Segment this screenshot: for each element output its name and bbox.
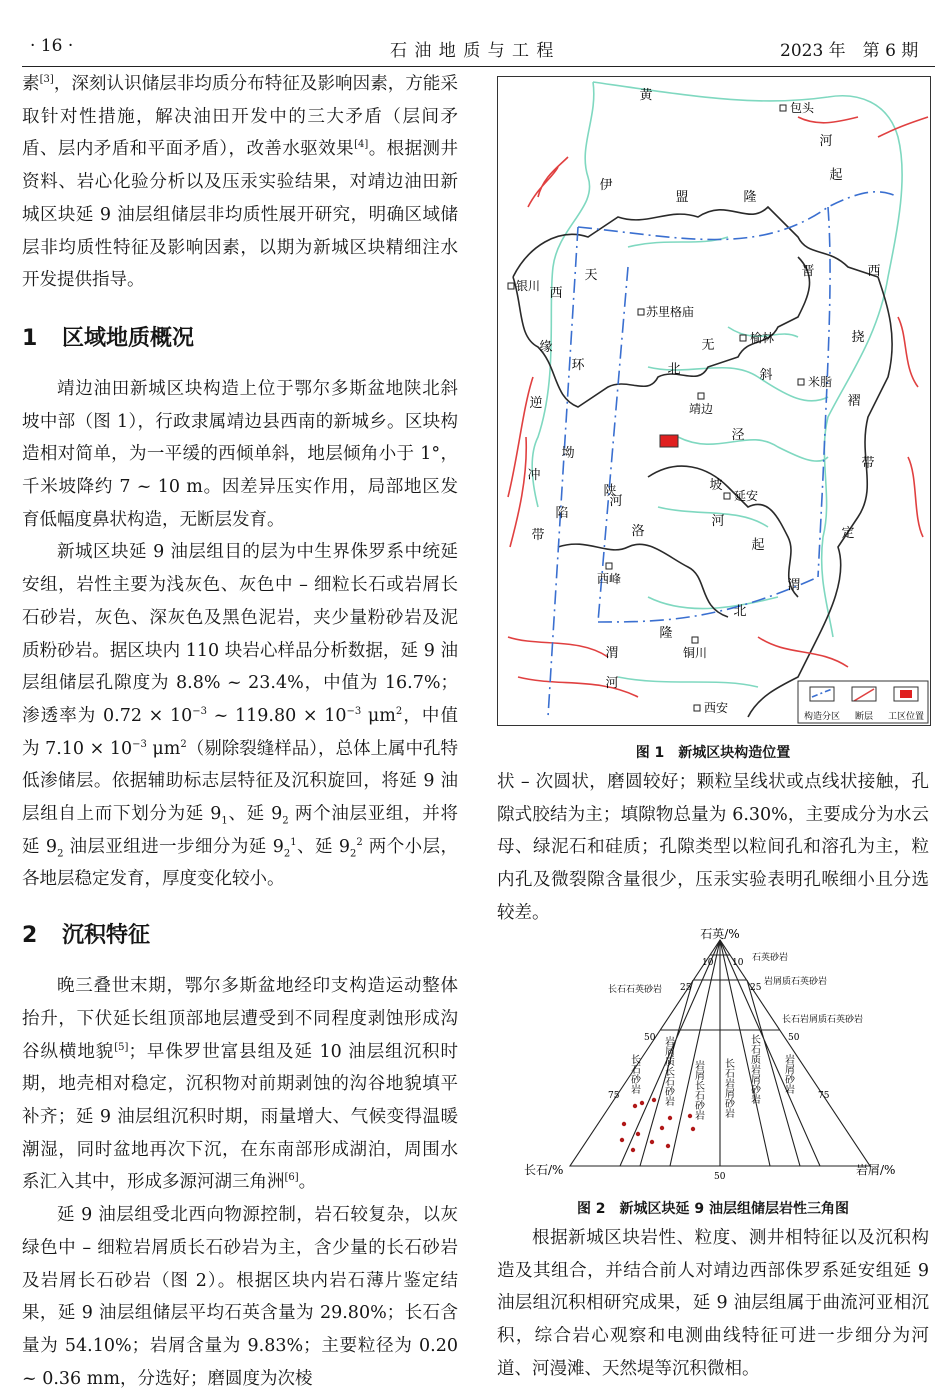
map-region-char: 天 [584, 268, 598, 283]
map-city-label: 米脂 [808, 375, 833, 389]
map-region-char: 渭 [787, 578, 801, 593]
zone-boundary-lines [548, 192, 898, 717]
ternary-sample-point [620, 1138, 624, 1142]
map-region-char: 北 [667, 362, 681, 377]
map-city [638, 304, 694, 319]
ternary-field-label: 长石砂岩 [628, 1054, 640, 1094]
label-lithic-quartz-sandstone: 岩屑质石英砂岩 [764, 977, 828, 987]
paragraph-s1-2: 新城区块延 9 油层组目的层为中生界侏罗系中统延安组，岩性主要为浅灰色、灰色中 – 细粒长石或岩屑长石砂岩，灰色、深灰色及黑色泥岩，夹少量粉砂岩及泥质粉砂岩。据区块内 110 块岩心样品分析数据，延 9 油层组储层孔隙度为 8.8% ~ 23.4%，中值为 16.7%；渗透率为 $0.72 \times 10^{-3}$ ~ $119.80 \times 10^{-3}$ $\mu m^2$，中值为 $7.10 \times 10^{-3}$ $\mu m^2$（剔除裂缝样品），总体上属中孔特低渗储层。依据辅助标志层特征及沉积旋回，将延 9 油层组自上而下划分为延 $9_1$、延 $9_2$ 两个油层亚组，并将延 $9_2$ 油层亚组进一步细分为延 $9_2^1$、延 $9_2^2$ 两个小层，各地层稳定发育，厚度变化较小。 [22, 542, 459, 890]
paragraph-s2-2: 延 9 油层组受北西向物源控制，岩石较复杂，以灰绿色中 – 细粒岩屑质长石砂岩为主，含少量的长石砂岩及岩屑长石砂岩（图 2）。根据区块内岩石薄片鉴定结果，延 9 油层组储层平均石英含量为 29.80%；长石含量为 54.10%；岩屑含量为 9.83%；主要粒径为 0.20 ~ 0.36 mm，分选好；磨圆度为次棱 [22, 1205, 458, 1389]
apex-feldspar-label: 长石/% [524, 1163, 564, 1177]
tick-right-50: 50 [788, 1033, 800, 1043]
map-city [597, 563, 621, 586]
map-legend [798, 681, 928, 723]
ternary-field-label: 长石质岩屑砂岩 [748, 1034, 760, 1104]
map-city [689, 393, 713, 416]
map-region-char: 隆 [743, 190, 757, 205]
figure-1-caption: 图 1 新城区块构造位置 [635, 745, 791, 761]
map-region-char: 带 [861, 456, 875, 471]
left-column [22, 68, 458, 1395]
map-region-char: 逆 [529, 396, 543, 411]
map-canvas [498, 77, 930, 725]
tick-left-75: 75 [608, 1091, 620, 1101]
right-column-upper [497, 766, 929, 930]
map-region-char: 环 [571, 358, 585, 373]
map-region-char: 褶 [847, 394, 861, 409]
label-quartz-sandstone: 石英砂岩 [752, 953, 789, 963]
tick-bottom-50: 50 [714, 1172, 726, 1182]
map-region-char: 河 [711, 514, 725, 529]
ternary-field-label: 岩屑砂岩 [782, 1054, 794, 1094]
ternary-sample-point [633, 1104, 637, 1108]
tick-right-25: 25 [750, 983, 762, 993]
label-feldspathic-quartz-sandstone: 长石石英砂岩 [608, 985, 663, 995]
tick-left-10: 10 [702, 958, 714, 968]
map-region-char: 西 [867, 264, 881, 279]
map-city-label: 包头 [790, 101, 815, 115]
tick-left-25: 25 [680, 983, 692, 993]
ternary-inner-lines [620, 940, 820, 1166]
map-region-char: 盟 [675, 190, 689, 205]
apex-lithic-label: 岩屑/% [856, 1163, 896, 1177]
legend-fault-label: 断层 [854, 712, 874, 722]
paragraph-intro: 素[3]，深刻认识储层非均质分布特征及影响因素，方能采取针对性措施，解决油田开发中的三大矛盾（层间矛盾、层内矛盾和平面矛盾），改善水驱效果[4]。根据测井资料、岩心化验分析以及压汞实验结果，对靖边油田新城区块延 9 油层组储层非均质性展开研究，明确区域储层非均质性特征及影响因素，以期为新城区块精细注水开发提供指导。 [22, 74, 459, 291]
map-region-char: 黄 [639, 88, 653, 103]
right-column-lower [497, 1222, 929, 1386]
ternary-sample-point [666, 1144, 670, 1148]
map-city [683, 637, 707, 660]
map-region-char: 陷 [555, 506, 569, 521]
issue-label: 2023 年 第 6 期 [780, 41, 919, 61]
map-city-label: 延安 [734, 489, 759, 503]
map-region-char: 陕 [603, 484, 617, 499]
map-region-char: 带 [531, 528, 545, 543]
paragraph-right-last: 根据新城区块岩性、粒度、测井相特征以及沉积构造及其组合，并结合前人对靖边西部侏罗系延安组延 9 油层组沉积相研究成果，延 9 油层组属于曲流河亚相沉积，综合岩心观察和电测曲线特征可进一步细分为河道、河漫滩、天然堤等沉积微相。 [497, 1228, 929, 1379]
map-city [740, 330, 774, 345]
tick-right-75: 75 [818, 1091, 830, 1101]
fault-lines [508, 117, 928, 697]
ternary-field-label: 长石岩屑砂岩 [722, 1058, 734, 1118]
map-region-char: 起 [751, 538, 765, 553]
figure-1-map [497, 76, 931, 726]
map-city [780, 100, 815, 115]
map-city-label: 苏里格庙 [646, 305, 695, 319]
map-region-char: 缘 [539, 340, 553, 355]
ternary-field-label: 岩屑质长石砂岩 [662, 1036, 674, 1106]
ternary-sample-point [652, 1098, 656, 1102]
map-region-char: 起 [829, 168, 843, 183]
section-2-heading: 2 沉积特征 [22, 923, 151, 949]
ternary-sample-point [640, 1101, 644, 1105]
tick-left-50: 50 [644, 1033, 656, 1043]
yellow-river-line [532, 82, 902, 637]
ternary-sample-point [691, 1127, 695, 1131]
map-region-char: 斜 [759, 368, 773, 383]
ternary-sample-point [622, 1122, 626, 1126]
map-region-char: 河 [605, 676, 619, 691]
ternary-canvas [520, 928, 910, 1186]
ternary-sample-point [631, 1148, 635, 1152]
ternary-sample-point [668, 1116, 672, 1120]
map-region-char: 无 [701, 338, 715, 353]
map-region-char: 晋 [801, 264, 815, 279]
map-region-char: 西 [549, 286, 563, 301]
basin-boundary-line [513, 207, 892, 717]
map-city-label: 靖边 [688, 402, 714, 416]
map-region-char: 冲 [527, 468, 541, 483]
ternary-sample-point [650, 1140, 654, 1144]
paragraph-s2-1: 晚三叠世末期，鄂尔多斯盆地经印支构造运动整体抬升，下伏延长组顶部地层遭受到不同程度剥蚀形成沟谷纵横地貌[5]；早侏罗世富县组及延 10 油层组沉积时期，地壳相对稳定，沉积物对前期剥蚀的沟谷地貌填平补齐；延 9 油层组沉积时期，雨量增大、气候变得温暖潮湿，同时盆地再次下沉，在东南部形成湖泊，周围水系汇入其中，形成多源河湖三角洲[6]。 [22, 976, 458, 1193]
paragraph-right-continued: 状 – 次圆状，磨圆较好；颗粒呈线状或点线状接触，孔隙式胶结为主；填隙物总量为 6.30%，主要成分为水云母、绿泥石和硅质；孔隙类型以粒间孔和溶孔为主，粒内孔及微裂隙含量很少，压汞实验表明孔喉细小且分选较差。 [497, 772, 929, 923]
ternary-sample-point [636, 1132, 640, 1136]
map-region-char: 隆 [659, 626, 673, 641]
page-header [0, 0, 950, 70]
page-number: · 16 · [30, 36, 74, 56]
map-city-label: 西安 [704, 701, 729, 715]
work-area-marker [660, 435, 678, 447]
map-city [694, 700, 728, 715]
map-region-char: 泾 [731, 428, 745, 443]
map-region-char: 坳 [561, 446, 575, 461]
map-region-char: 定 [841, 526, 855, 541]
map-city-label: 铜川 [682, 646, 708, 660]
map-city-label: 西峰 [596, 572, 622, 586]
legend-site-label: 工区位置 [887, 712, 925, 722]
label-feldspathic-lithic-quartz-sandstone: 长石岩屑质石英砂岩 [782, 1015, 864, 1025]
header-rule [22, 66, 935, 67]
map-city [724, 488, 758, 503]
map-region-char: 坡 [709, 478, 723, 493]
map-city [798, 374, 832, 389]
map-city [508, 279, 540, 293]
map-region-char: 渭 [605, 646, 619, 661]
journal-title: 石 油 地 质 与 工 程 [390, 41, 555, 61]
map-region-char: 伊 [599, 178, 613, 193]
ternary-sample-point [660, 1126, 664, 1130]
apex-quartz-label: 石英/% [700, 928, 740, 941]
map-region-char: 北 [733, 604, 747, 619]
map-region-char: 河 [609, 494, 623, 509]
map-city-label: 榆林 [750, 331, 775, 345]
paragraph-s1-1: 靖边油田新城区块构造上位于鄂尔多斯盆地陕北斜坡中部（图 1），行政隶属靖边县西南的新城乡。区块构造相对简单，为一平缓的西倾单斜，地层倾角小于 1°，千米坡降约 7 ~ 10 m。因差异压实作用，局部地区发育低幅度鼻状构造，无断层发育。 [22, 378, 458, 530]
figure-2-ternary [520, 928, 910, 1186]
map-region-char: 挠 [851, 330, 865, 345]
map-region-char: 洛 [631, 524, 645, 539]
ternary-field-label: 岩屑长石砂岩 [692, 1060, 704, 1120]
map-region-char: 河 [819, 134, 833, 149]
legend-zone-label: 构造分区 [803, 712, 841, 722]
figure-2-caption: 图 2 新城区块延 9 油层组储层岩性三角图 [576, 1201, 850, 1217]
map-city-label: 银川 [516, 279, 541, 293]
tick-right-10: 10 [732, 958, 744, 968]
section-1-heading: 1 区域地质概况 [22, 325, 195, 351]
